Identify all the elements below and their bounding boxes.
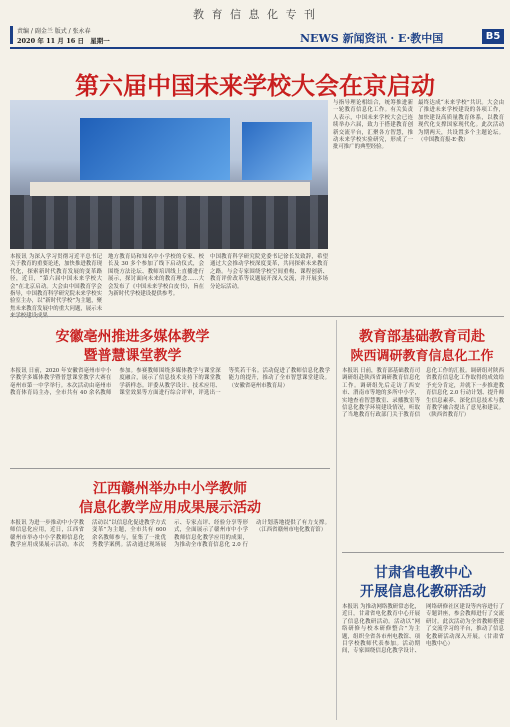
article-gansu-title-line2: 开展信息化教研活动 [360,584,486,600]
article-jiangxi-title-line2: 信息化教学应用成果展示活动 [79,500,261,516]
main-article-col2: 地方教育局和知名中小学校的专家、校长及 30 多个参加了线下启动仪式，会围绕方法论坛、教师培训线上直播进行展示，探讨面向未来的教育理念……大会发布了《中国未来学校白皮书》，旨在为新时代学校建设提供参考。 [108,254,204,298]
article-moe-title-line2: 陕西调研教育信息化工作 [350,349,494,364]
main-headline: 第六届中国未来学校大会在京启动 [75,71,435,100]
section-divider-2 [10,468,330,469]
section-label: NEWS 新闻资讯 · E·教中国 [300,32,444,45]
section-divider-3 [342,552,504,553]
main-article-col4: 与指导理论相结合，统筹推进新一轮教育信息化工作。有关负责人表示，中国未来学校大会已连续举办六届，致力于搭建教育创新交流平台，汇聚各方智慧，推动未来学校实验研究，形成了一批可推广的典型经验。 [333,100,413,151]
main-article-col3: 中国教育科学研究院党委书记徐长发致辞，希望通过大会推动学校深度变革，共同探索未来教育之路。与会专家围绕学校空间重构、课程创新、教育评价改革等议题展开深入交流，并开展多场分论坛活动。 [210,254,328,290]
main-article-col5: 最终达成“未来学校”共识。大会由了推进未来学校建设的各项工作，加快建设高质量教育体系，以教育现代化支撑国家现代化。此次活动为期两天，共设置多个主题论坛。（中国教育报-E·教） [418,100,504,144]
stage-side-screen [242,122,312,180]
page-code-badge: B5 [482,29,504,44]
masthead-banner [0,0,510,24]
audience-area [10,195,328,249]
masthead-title: 教 育 信 息 化 专 刊 [193,8,317,21]
section-divider-1 [10,316,504,317]
article-moe-text: 本报讯 日前，教育部基础教育司调研组赴陕西省调研教育信息化工作。调研组先后走访了西安市、渭南市等地的多所中小学，实地查看智慧教室、录播教室等信息化教学环境建设情况，听取了当地教育行政部门关于教育信息化工作的汇报。调研组对陕西省教育信息化工作取得的成效给予充分肯定，并就下一步推进教育信息化 2.0 行动计划、提升师生信息素养、深化信息技术与教育教学融合提出了意见和建议。（陕西省教育厅） [342,368,504,419]
article-anhui-text: 本报讯 日前，2020 年安徽省亳州市中小学教学多媒体教学暨普慧课堂教学大赛在亳州市第一中学举行。本次活动由亳州市教育体育局主办，全市共有 40 余名教师参加。参赛教师围绕多媒体教学与课堂深度融合，展示了信息技术支持下的课堂教学新样态。评委从教学设计、技术应用、课堂效果等方面进行综合评审，评选出一等奖若干名。活动促进了教师信息化教学能力的提升，推动了全市智慧课堂建设。（安徽省亳州市教育局） [10,368,330,397]
date-text: 2020 年 11 月 16 日 星期一 [17,37,110,45]
stage-table [30,182,310,196]
article-anhui-title-line1: 安徽亳州推进多媒体教学 [55,329,210,345]
conference-photo [10,100,328,249]
article-moe-title-line1: 教育部基础教育司赴 [359,329,485,345]
article-jiangxi-title-line1: 江西赣州举办中小学教师 [93,481,247,497]
editor-line: 责编 / 副金兰 版式 / 张永春 [17,28,91,35]
column-divider [336,320,337,720]
stage-screen [80,118,230,180]
main-article-col1: 本报讯 为深入学习贯彻习近平总书记关于教育的重要论述，加快推进教育现代化，探索新时代教育发展的变革路径，近日，“第六届中国未来学校大会”在北京启动。大会由中国教育学会指导，中国教育科学研究院未来学校实验室主办，以“新时代学校”为主题，聚焦未来教育发展中的重大问题，展示未 [10,254,102,312]
article-anhui-title-line2: 暨普慧课堂教学 [83,348,182,364]
article-gansu-text: 本报讯 为推动网络教研常态化，近日，甘肃省电化教育中心开展了信息化教研活动。活动以“网络研修与校本研修整合”为主题，组织全省各市州电教馆、项目学校教师代表参加。活动期间，专家围绕信息化教学设计、网络研修社区建设等内容进行了专题讲座，参会教师进行了交流研讨。此次活动为全省教师搭建了交流学习的平台，推动了信息化教研活动深入开展。（甘肃省电教中心） [342,604,504,655]
date-tag-icon [10,26,13,44]
masthead-rule [10,47,504,49]
article-jiangxi-text: 本报讯 为进一步推动中小学教师信息化应用，近日，江西省赣州市举办中小学教师信息化教学应用成果展示活动。本次活动以“以信息化促进教学方式变革”为主题，全市共有 600 余名教师参与，征集了一批优秀教学案例。活动通过现场展示、专家点评、经验分享等形式，全面展示了赣州市中小学教师信息化教学应用的成果，为推动全市教育信息化 2.0 行动计划落地提供了有力支撑。（江西省赣州市电化教育馆） [10,520,330,549]
article-gansu-title-line1: 甘肃省电教中心 [374,565,472,581]
